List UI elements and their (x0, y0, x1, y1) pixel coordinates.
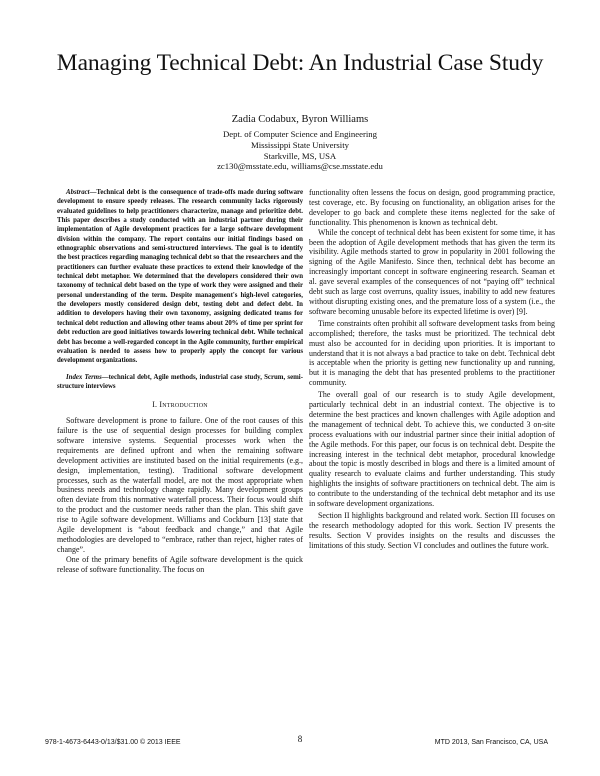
affiliation-university: Mississippi State University (251, 139, 349, 150)
body-paragraph: Section II highlights background and related work. Section III focuses on the research methodology adopted for this work. Section IV presents the results. Section V provides insights on the results and discusses the limitations of this study. Section VI concludes and outlines the future work. (309, 511, 555, 550)
paper-title: Managing Technical Debt: An Industrial Case Study (56, 50, 544, 76)
author-names: Zadia Codabux, Byron Williams (231, 114, 369, 125)
body-paragraph: The overall goal of our research is to study Agile development, particularly technical debt in an industrial context. The objective is to determine the best practices and known challenges with Agile adoption and the management of technical debt. To achieve this, we conducted 3 on-site process evaluations with our industrial partner since their initial adoption of the Agile methods. For this paper, our focus is on technical debt. Despite the increasing interest in the technical debt metaphor, procedural knowledge about the topic is mostly described in blogs and there is a limited amount of quality research to evaluate claims and further understanding. This study highlights the insights of software practitioners on technical debt. The aim is to contribute to the understanding of the technical debt metaphor and its use in software development organizations. (309, 390, 555, 509)
index-terms-lead: Index Terms (66, 373, 102, 381)
abstract-lead: Abstract (66, 189, 90, 196)
footer-copyright: 978-1-4673-6443-0/13/$31.00 © 2013 IEEE (45, 739, 181, 746)
affiliation-emails: zc130@msstate.edu, williams@cse.msstate.edu (217, 161, 383, 172)
section-heading-introduction: I. Introduction (152, 400, 208, 410)
affiliation-block (0, 129, 600, 172)
right-column (309, 188, 555, 551)
index-terms (57, 373, 303, 392)
affiliation-location: Starkville, MS, USA (263, 150, 337, 161)
abstract-text: —Technical debt is the consequence of trade-offs made during software development to ensure speedy releases. The research community lacks rigorously evaluated guidelines to help practitioners characterize, manage and prioritize debt. This paper describes a study conducted with an industrial partner during their implementation of Agile development practices for a large software development division within the company. The report contains our initial findings based on ethnographic observations and semi-structured interviews. The goal is to identify the best practices regarding managing technical debt so that the researchers and the practitioners can further evaluate these practices to extend their knowledge of the technical debt metaphor. We determined that the developers considered their own taxonomy of technical debt based on the type of work they were assigned and their personal understanding of the term. Despite management's high-level categories, the developers mostly considered design debt, testing debt and defect debt. In addition to developers having their own taxonomy, assigning dedicated teams for technical debt reduction and allowing other teams about 20% of time per sprint for debt reduction are good initiatives towards lowering technical debt. While technical debt has become a well-regarded concept in the Agile community, further empirical evaluation is needed to assess how to properly apply the concept for various development organizations. (57, 189, 303, 365)
body-paragraph: functionality often lessens the focus on design, good programming practice, test coverage, etc. By focusing on functionality, an obligation arises for the developer to go back and complete these items neglected for the sake of functionality. This phenomenon is known as technical debt. (309, 188, 555, 227)
footer-venue: MTD 2013, San Francisco, CA, USA (434, 739, 548, 746)
intro-paragraph: Software development is prone to failure. One of the root causes of this failure is the use of sequential design processes for building complex software intensive systems. Sequential processes work when the requirements are defined upfront and when the remaining software development activities are instituted based on the initial requirements (e.g., design, implementation, testing). Traditional software development processes, such as the waterfall model, are not the most appropriate when business needs and technology change rapidly. Many development groups often deviate from this normative waterfall process. Their focus would shift to the product and the customer needs rather than the plan. This shift gave rise to Agile software development. Williams and Cockburn [13] state that Agile development is “about feedback and change,” and that Agile methodologies are developed to “embrace, rather than reject, higher rates of change”. (57, 416, 303, 554)
index-terms-text: —technical debt, Agile methods, industrial case study, Scrum, semi-structure interviews (57, 373, 303, 390)
body-paragraph: While the concept of technical debt has been existent for some time, it has been the adoption of Agile development methods that has given the term its visibility. Agile methods started to grow in popularity in 2001 following the signing of the Agile Manifesto. Since then, technical debt has become an increasingly important concept in software engineering research. Seaman et al. gave several examples of the consequences of not “paying off” technical debt such as large cost overruns, quality issues, inability to add new features without disrupting existing ones, and the premature loss of a system (i.e., the software becoming unusable before its expected lifetime is over) [9]. (309, 227, 555, 316)
left-column (57, 188, 303, 575)
page-number: 8 (297, 734, 303, 744)
intro-paragraph: One of the primary benefits of Agile software development is the quick release of software functionality. The focus on (57, 554, 303, 574)
body-paragraph: Time constraints often prohibit all software development tasks from being accomplished; therefore, the tasks must be prioritized. The technical debt must also be accounted for in deciding upon priorities. It is important to understand that it is not always a bad practice to take on debt. Technical debt is acceptable when the priority is getting new functionality up and running, but it is managing the debt that has presented problems to the practitioner community. (309, 318, 555, 388)
abstract (57, 188, 303, 366)
affiliation-department: Dept. of Computer Science and Engineering (223, 129, 377, 139)
